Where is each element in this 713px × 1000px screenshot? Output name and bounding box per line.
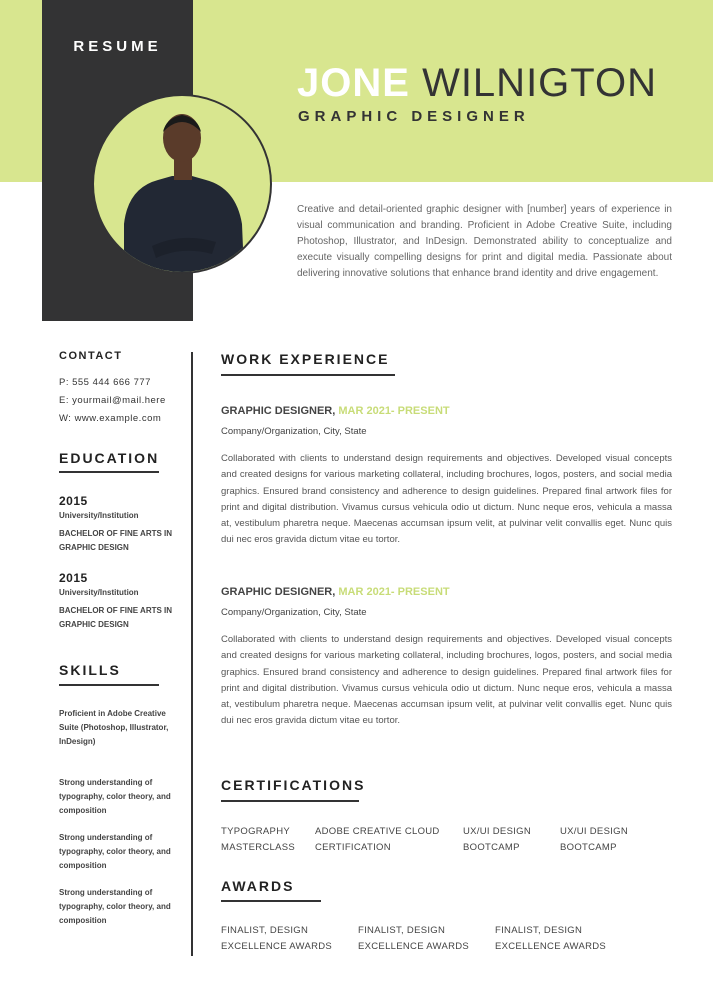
job-heading (221, 586, 450, 598)
awards-heading: AWARDS (221, 878, 295, 894)
job-company: Company/Organization, City, State (221, 607, 367, 618)
job-heading (221, 405, 450, 417)
certification-line2: BOOTCAMP (463, 842, 520, 853)
person-silhouette-icon (94, 96, 270, 272)
contact-web: W: www.example.com (59, 413, 162, 424)
certification-line1: UX/UI DESIGN (560, 826, 628, 837)
education-underline (59, 471, 159, 473)
profile-photo (92, 94, 272, 274)
job-title: GRAPHIC DESIGNER (298, 108, 530, 125)
certification-line2: CERTIFICATION (315, 842, 391, 853)
work-experience-heading: WORK EXPERIENCE (221, 351, 390, 367)
job-description: Collaborated with clients to understand design requirements and objectives. Developed visual concepts and created designs for various marketing collateral, including brochures, logos, posters, and social media graphics. Ensured brand consistency and adherence to design guidelines. Prepared final artwork files for print and digital distribution. Vivamus cursus vehicula odio ut dictum. Nunc neque eros, vehicula a massa at, vestibulum pharetra neque. Maecenas accumsan ipsum velit, at pulvinar velit convallis eget. Nunc quis dui nec eros gravida dictum vitae eu tortor. (221, 453, 672, 546)
award-item (495, 923, 625, 955)
education-institution: University/Institution (59, 511, 139, 520)
education-institution: University/Institution (59, 588, 139, 597)
job-description: Collaborated with clients to understand design requirements and objectives. Developed visual concepts and created designs for various marketing collateral, including brochures, logos, posters, and social media graphics. Ensured brand consistency and adherence to design guidelines. Prepared final artwork files for print and digital distribution. Vivamus cursus vehicula odio ut dictum. Nunc neque eros, vehicula a massa at, vestibulum pharetra neque. Maecenas accumsan ipsum velit, at pulvinar velit convallis eget. Nunc quis dui nec eros gravida dictum vitae eu tortor. (221, 634, 672, 727)
certification-line1: ADOBE CREATIVE CLOUD (315, 826, 440, 837)
award-line2: EXCELLENCE AWARDS (221, 941, 333, 952)
award-line1: FINALIST, DESIGN (358, 925, 446, 936)
column-divider (191, 352, 193, 956)
skill-item: Strong understanding of typography, color theory, and composition (59, 833, 171, 870)
certification-line1: UX/UI DESIGN (463, 826, 531, 837)
skill-item: Proficient in Adobe Creative Suite (Photoshop, Illustrator, InDesign) (59, 709, 169, 746)
last-name: WILNIGTON (422, 61, 657, 105)
certification-line2: BOOTCAMP (560, 842, 617, 853)
job-title-text: GRAPHIC DESIGNER, (221, 405, 339, 417)
certification-line1: TYPOGRAPHY (221, 826, 290, 837)
award-line1: FINALIST, DESIGN (221, 925, 309, 936)
skills-underline (59, 684, 159, 686)
certification-item (315, 824, 445, 856)
certification-item (560, 824, 690, 856)
job-dates: MAR 2021- PRESENT (338, 586, 450, 598)
award-item (221, 923, 351, 955)
certifications-heading: CERTIFICATIONS (221, 777, 366, 793)
certification-line2: MASTERCLASS (221, 842, 296, 853)
award-line2: EXCELLENCE AWARDS (495, 941, 607, 952)
certifications-underline (221, 800, 359, 802)
profile-summary: Creative and detail-oriented graphic designer with [number] years of experience in visual communication and branding. Proficient in Adobe Creative Suite, including Photoshop, Illustrator, and InDesign. Demonstrated ability to conceptualize and execute visually compelling designs for print and digital media. Passionate about delivering innovative solutions that enhance brand identity and drive engagement. (297, 204, 672, 279)
education-degree: BACHELOR OF FINE ARTS IN GRAPHIC DESIGN (59, 606, 173, 629)
education-year: 2015 (59, 571, 88, 585)
job-company: Company/Organization, City, State (221, 426, 367, 437)
job-dates: MAR 2021- PRESENT (338, 405, 450, 417)
skill-item: Strong understanding of typography, color theory, and composition (59, 778, 171, 815)
candidate-name (297, 60, 657, 106)
education-heading: EDUCATION (59, 450, 160, 466)
contact-phone: P: 555 444 666 777 (59, 377, 151, 388)
work-experience-underline (221, 374, 395, 376)
skill-item: Strong understanding of typography, color theory, and composition (59, 888, 171, 925)
first-name: JONE (297, 61, 410, 105)
award-line2: EXCELLENCE AWARDS (358, 941, 470, 952)
education-degree: BACHELOR OF FINE ARTS IN GRAPHIC DESIGN (59, 529, 173, 552)
awards-underline (221, 900, 321, 902)
skills-heading: SKILLS (59, 662, 121, 678)
award-item (358, 923, 488, 955)
award-line1: FINALIST, DESIGN (495, 925, 583, 936)
contact-heading: CONTACT (59, 350, 123, 362)
education-year: 2015 (59, 494, 88, 508)
job-title-text: GRAPHIC DESIGNER, (221, 586, 339, 598)
contact-email: E: yourmail@mail.here (59, 395, 166, 406)
resume-label: RESUME (73, 38, 162, 55)
